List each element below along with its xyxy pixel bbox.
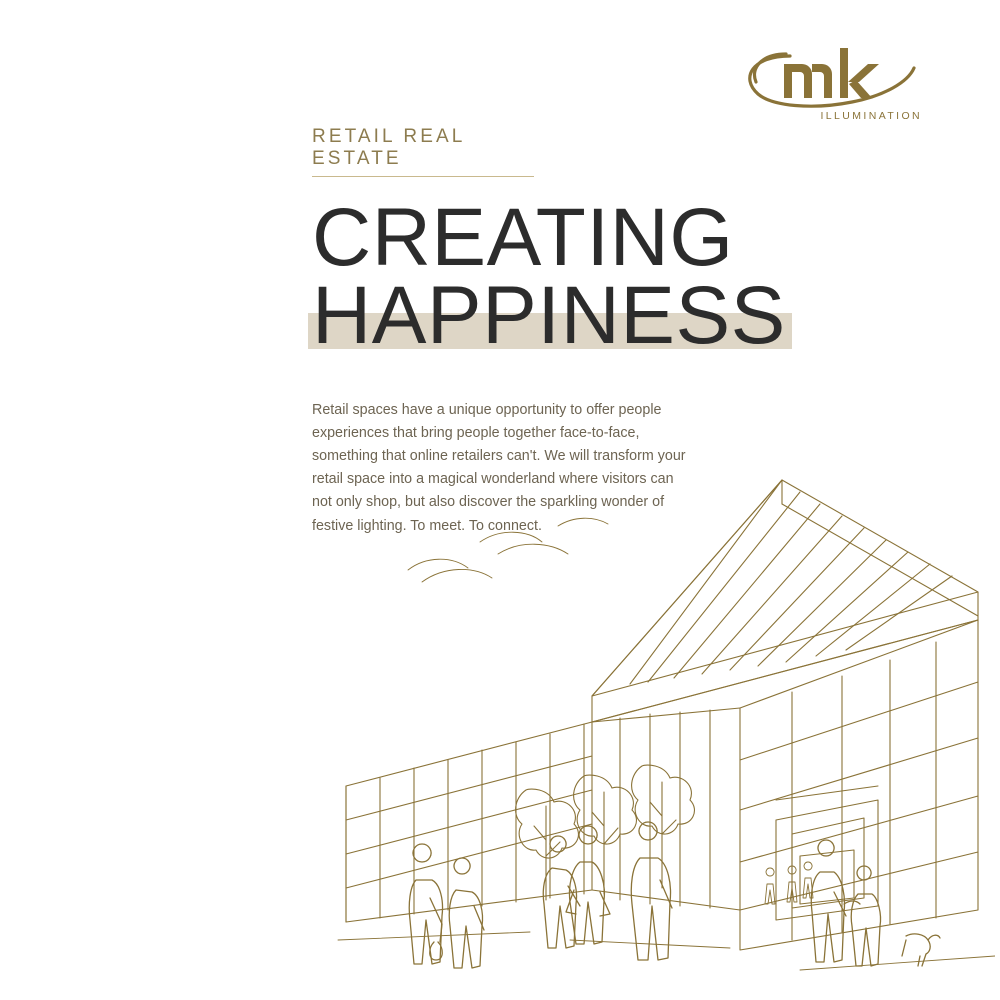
headline-line-2: HAPPINESS	[312, 269, 786, 361]
page-title	[312, 192, 952, 361]
ground-line	[338, 932, 995, 970]
entrance-portal	[776, 786, 878, 920]
shopping-mall-sketch-illustration	[330, 470, 995, 1000]
body-paragraph: Retail spaces have a unique opportunity to offer people experiences that bring people together face-to-face, something that online retailers can't. We will transform your retail space into a magical wonderland where visitors can not only shop, but also discover the sparkling wonder of festive lighting. To meet. To connect.	[312, 401, 686, 534]
headline-line-1: CREATING	[312, 192, 734, 283]
eyebrow-label: RETAIL REAL ESTATE	[312, 126, 534, 177]
mk-illumination-logo	[732, 38, 922, 133]
logo-subtext: ILLUMINATION	[820, 110, 922, 122]
cloud-sketch	[408, 518, 608, 582]
tree-group	[516, 765, 695, 900]
logo-mark	[732, 38, 922, 118]
headline-line-2-wrap	[312, 269, 786, 361]
roof-canopy	[592, 480, 978, 722]
